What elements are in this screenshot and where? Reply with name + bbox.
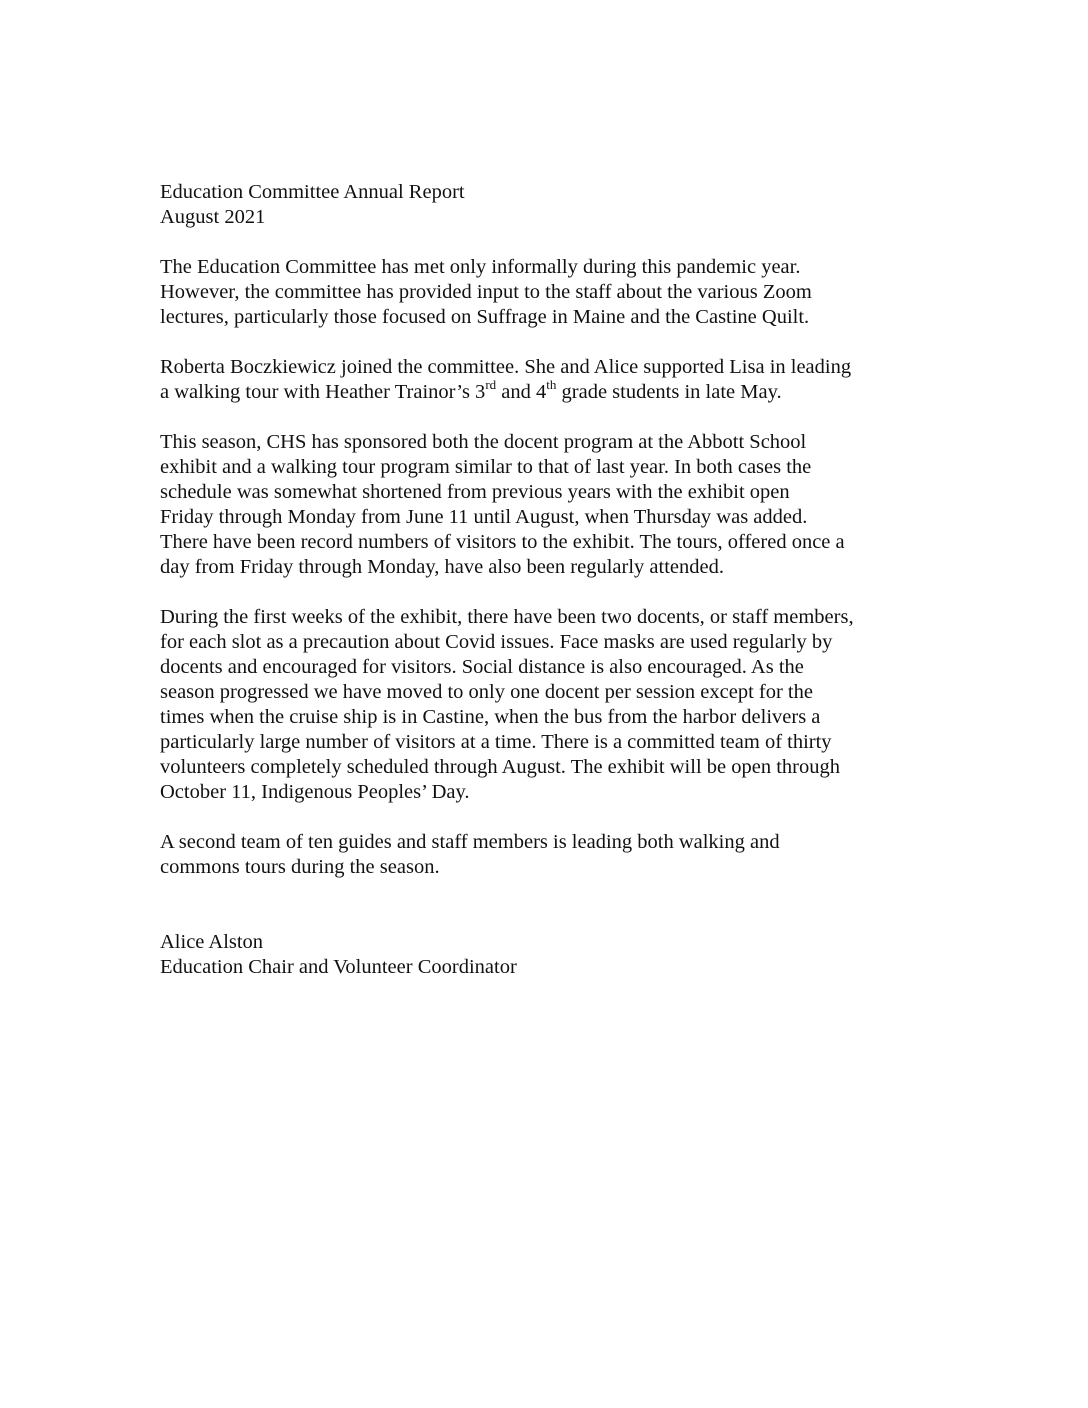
paragraph-line: for each slot as a precaution about Covid issues. Face masks are used regularly by [160, 631, 833, 653]
paragraph-line: The Education Committee has met only informally during this pandemic year. [160, 256, 801, 278]
signature-name: Alice Alston [160, 931, 264, 953]
report-title: Education Committee Annual Report [160, 181, 465, 203]
text-run: grade students in late May. [556, 381, 782, 403]
paragraph-line: Roberta Boczkiewicz joined the committee. She and Alice supported Lisa in leading [160, 356, 852, 378]
paragraph-1 [160, 255, 950, 330]
ordinal-suffix: th [546, 377, 557, 393]
signature-role: Education Chair and Volunteer Coordinator [160, 956, 517, 978]
paragraph-line: schedule was somewhat shortened from previous years with the exhibit open [160, 481, 790, 503]
paragraph-line: volunteers completely scheduled through August. The exhibit will be open through [160, 756, 840, 778]
paragraph-line: particularly large number of visitors at a time. There is a committed team of thirty [160, 731, 832, 753]
paragraph-line: Friday through Monday from June 11 until August, when Thursday was added. [160, 506, 808, 528]
paragraph-line: However, the committee has provided input to the staff about the various Zoom [160, 281, 812, 303]
paragraph-line: There have been record numbers of visitors to the exhibit. The tours, offered once a [160, 531, 845, 553]
paragraph-line: docents and encouraged for visitors. Social distance is also encouraged. As the [160, 656, 804, 678]
signature-block [160, 930, 950, 980]
paragraph-line: exhibit and a walking tour program similar to that of last year. In both cases the [160, 456, 812, 478]
paragraph-line: lectures, particularly those focused on Suffrage in Maine and the Castine Quilt. [160, 306, 810, 328]
paragraph-line: This season, CHS has sponsored both the docent program at the Abbott School [160, 431, 807, 453]
paragraph-line: During the first weeks of the exhibit, there have been two docents, or staff members, [160, 606, 854, 628]
paragraph-line: season progressed we have moved to only one docent per session except for the [160, 681, 813, 703]
paragraph-line: A second team of ten guides and staff members is leading both walking and [160, 831, 780, 853]
text-run: and 4 [496, 381, 547, 403]
paragraph-3 [160, 430, 950, 580]
text-run: a walking tour with Heather Trainor’s 3 [160, 381, 486, 403]
paragraph-line: October 11, Indigenous Peoples’ Day. [160, 781, 470, 803]
paragraph-line: times when the cruise ship is in Castine, when the bus from the harbor delivers a [160, 706, 821, 728]
paragraph-4 [160, 605, 950, 805]
paragraph-line: day from Friday through Monday, have also been regularly attended. [160, 556, 724, 578]
report-heading [160, 180, 950, 230]
paragraph-2 [160, 355, 950, 405]
ordinal-suffix: rd [485, 377, 497, 393]
spacer [160, 905, 950, 930]
paragraph-line: commons tours during the season. [160, 856, 440, 878]
paragraph-5 [160, 830, 950, 880]
paragraph-line [160, 377, 950, 405]
report-date: August 2021 [160, 206, 266, 228]
document-page [160, 180, 950, 1005]
